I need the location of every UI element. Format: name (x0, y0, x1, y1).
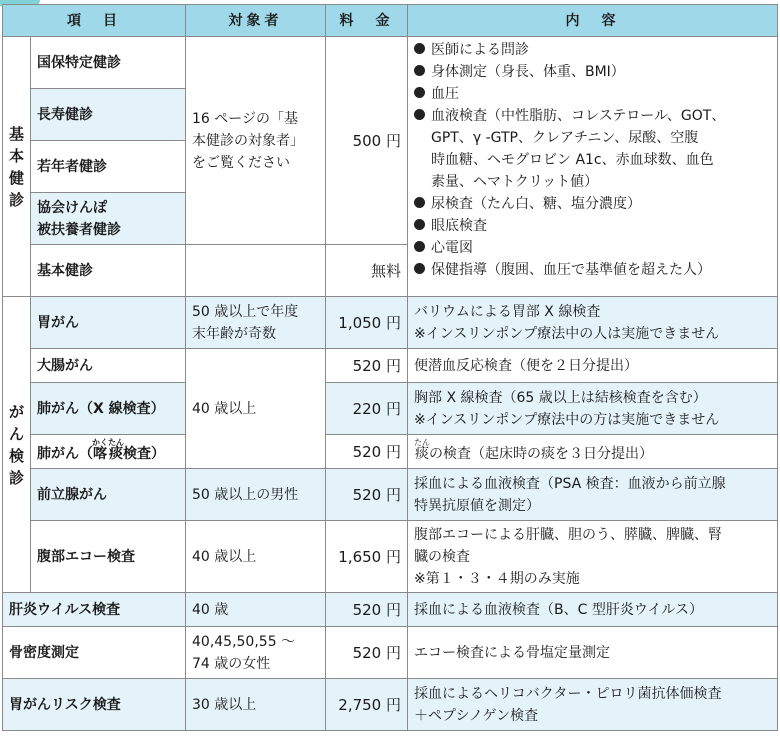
row-content: 腹部エコーによる肝臓、胆のう、膵臓、脾臓、腎 臓の検査 ※第１・３・４期のみ実施 (408, 521, 778, 593)
row-fee: 520 円 (326, 435, 408, 469)
row-fee: 520 円 (326, 349, 408, 383)
row-fee: 220 円 (326, 383, 408, 435)
row-fee: 2,750 円 (326, 679, 408, 731)
row-name: 胃がん (31, 297, 186, 349)
row-name: 肺がん（喀痰かくたん検査） (31, 435, 186, 469)
row-name: 骨密度測定 (3, 627, 186, 679)
list-item: 血液検査（中性脂肪、コレステロール、GOT、 (414, 105, 771, 127)
row-content: 便潜血反応検査（便を２日分提出） (408, 349, 778, 383)
row-name: 基本健診 (31, 245, 186, 297)
row-target: 40,45,50,55 ～ 74 歳の女性 (186, 627, 326, 679)
row-fee: 520 円 (326, 593, 408, 627)
lung-target: 40 歳以上 (186, 349, 326, 469)
row-target: 50 歳以上の男性 (186, 469, 326, 521)
row-target: 50 歳以上で年度 末年齢が奇数 (186, 297, 326, 349)
row-content: エコー検査による骨塩定量測定 (408, 627, 778, 679)
table-row (3, 297, 778, 349)
table-row (3, 349, 778, 383)
table-row (3, 593, 778, 627)
row-content: 採血によるヘリコバクター・ピロリ菌抗体価検査 ＋ペプシノゲン検査 (408, 679, 778, 731)
row-name: 大腸がん (31, 349, 186, 383)
row-fee: 1,650 円 (326, 521, 408, 593)
table-row (3, 627, 778, 679)
bullet-icon (414, 219, 425, 230)
table-row (3, 383, 778, 435)
list-item: 保健指導（腹囲、血圧で基準値を超えた人） (414, 259, 771, 281)
header-target: 対象者 (186, 5, 326, 37)
row-name: 肝炎ウイルス検査 (3, 593, 186, 627)
empty-cell (186, 245, 326, 297)
basic-fee-free: 無料 (326, 245, 408, 297)
row-content: 採血による血液検査（PSA 検査：血液から前立腺 特異抗原値を測定） (408, 469, 778, 521)
bullet-icon (414, 263, 425, 274)
category-cancer: が ん 検 診 (3, 297, 31, 593)
row-content: バリウムによる胃部 X 線検査 ※インスリンポンプ療法中の人は実施できません (408, 297, 778, 349)
row-target: 40 歳 (186, 593, 326, 627)
bullet-icon (414, 43, 425, 54)
bullet-icon (414, 65, 425, 76)
table-row (3, 521, 778, 593)
basic-target: 16 ページの「基 本健診の対象者」 をご覧ください (186, 37, 326, 245)
list-item: 身体測定（身長、体重、BMI） (414, 61, 771, 83)
bullet-icon (414, 87, 425, 98)
row-fee: 1,050 円 (326, 297, 408, 349)
bullet-icon (414, 241, 425, 252)
list-item: 医師による問診 (414, 39, 771, 61)
list-item: 心電図 (414, 237, 771, 259)
row-name: 長寿健診 (31, 89, 186, 141)
row-name: 前立腺がん (31, 469, 186, 521)
table-row (3, 435, 778, 469)
row-name: 肺がん（X 線検査） (31, 383, 186, 435)
basic-fee: 500 円 (326, 37, 408, 245)
row-name: 胃がんリスク検査 (3, 679, 186, 731)
health-checkup-table (2, 4, 778, 731)
row-fee: 520 円 (326, 627, 408, 679)
row-content: 採血による血液検査（B、C 型肝炎ウイルス） (408, 593, 778, 627)
table-row (3, 37, 778, 89)
header-content: 内 容 (408, 5, 778, 37)
header-fee: 料 金 (326, 5, 408, 37)
row-name: 腹部エコー検査 (31, 521, 186, 593)
basic-content: 医師による問診 身体測定（身長、体重、BMI） 血圧 血液検査（中性脂肪、コレステロール、GOT、 GPT、γ -GTP、クレアチニン、尿酸、空腹 時血糖、ヘモグロビン A1c、赤血球数、血色 素量、ヘマトクリット値） 尿検査（たん白、糖、塩分濃度） 眼底検査 心電図 保健指導（腹囲、血圧で基準値を超えた人） (408, 37, 778, 297)
bullet-icon (414, 197, 425, 208)
row-name: 協会けんぽ 被扶養者健診 (31, 193, 186, 245)
list-item: 尿検査（たん白、糖、塩分濃度） (414, 193, 771, 215)
bullet-icon (414, 109, 425, 120)
header-item: 項 目 (3, 5, 186, 37)
row-fee: 520 円 (326, 469, 408, 521)
list-item: 眼底検査 (414, 215, 771, 237)
row-name: 国保特定健診 (31, 37, 186, 89)
row-target: 40 歳以上 (186, 521, 326, 593)
list-item: 血圧 (414, 83, 771, 105)
row-content: 胸部 X 線検査（65 歳以上は結核検査を含む） ※インスリンポンプ療法中の方は実施できません (408, 383, 778, 435)
row-target: 30 歳以上 (186, 679, 326, 731)
row-content: 痰たんの検査（起床時の痰を３日分提出） (408, 435, 778, 469)
table-row (3, 679, 778, 731)
row-name: 若年者健診 (31, 141, 186, 193)
header-row (3, 5, 778, 37)
category-basic: 基 本 健 診 (3, 37, 31, 297)
table-row (3, 469, 778, 521)
